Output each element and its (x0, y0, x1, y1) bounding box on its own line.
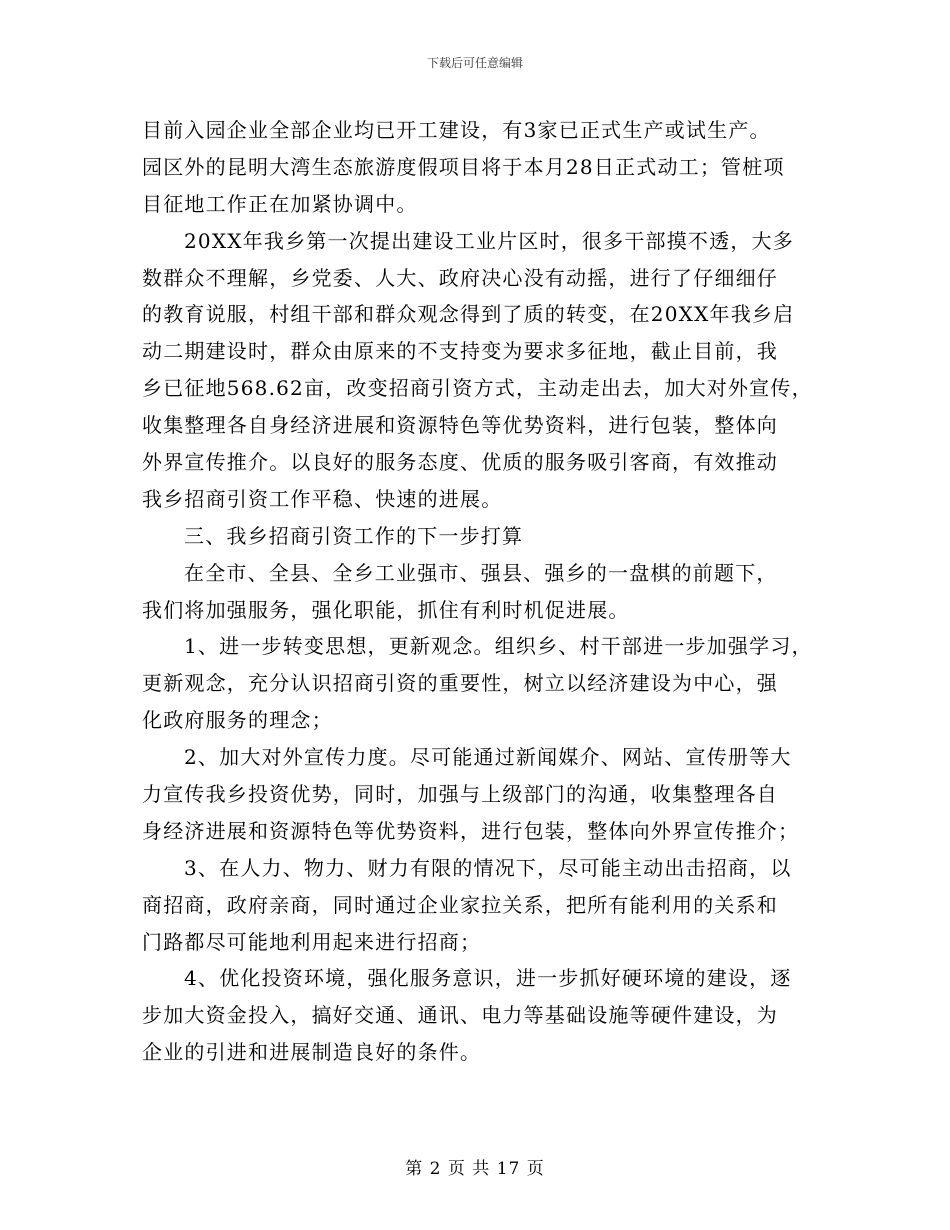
text-line: 的教育说服，村组干部和群众观念得到了质的转变，在20XX年我乡启 (142, 302, 795, 327)
text-line: 收集整理各自身经济进展和资源特色等优势资料，进行包装，整体向 (142, 413, 778, 438)
text-line: 4、优化投资环境，强化服务意识，进一步抓好硬环境的建设，逐 (184, 966, 792, 991)
text-line: 商招商，政府亲商，同时通过企业家拉关系，把所有能利用的关系和 (142, 892, 778, 917)
text-line: 身经济进展和资源特色等优势资料，进行包装，整体向外界宣传推介； (142, 818, 800, 843)
text-line: 在全市、全县、全乡工业强市、强县、强乡的一盘棋的前题下， (184, 560, 778, 585)
text-line: 园区外的昆明大湾生态旅游度假项目将于本月28日正式动工；管桩项 (142, 154, 785, 179)
text-line: 企业的引进和进展制造良好的条件。 (142, 1040, 482, 1065)
text-line: 目前入园企业全部企业均已开工建设，有3家已正式生产或试生产。 (142, 118, 771, 142)
text-line: 2、加大对外宣传力度。尽可能通过新闻媒介、网站、宣传册等大 (184, 745, 792, 770)
text-line: 我们将加强服务，强化职能，抓住有利时机促进展。 (142, 597, 630, 622)
text-line: 1、进一步转变思想，更新观念。组织乡、村干部进一步加强学习， (184, 634, 813, 659)
text-line: 外界宣传推介。以良好的服务态度、优质的服务吸引客商，有效推动 (142, 450, 778, 475)
header-note: 下载后可任意编辑 (426, 56, 523, 70)
text-line: 更新观念，充分认识招商引资的重要性，树立以经济建设为中心，强 (142, 671, 778, 696)
page-number: 第 2 页 共 17 页 (405, 1159, 545, 1179)
text-line: 20XX年我乡第一次提出建设工业片区时，很多干部摸不透，大多 (184, 228, 794, 253)
text-line: 我乡招商引资工作平稳、快速的进展。 (142, 486, 503, 511)
text-line: 3、在人力、物力、财力有限的情况下，尽可能主动出击招商，以 (184, 855, 792, 880)
text-line: 动二期建设时，群众由原来的不支持变为要求多征地，截止目前，我 (142, 339, 778, 364)
section-heading: 三、我乡招商引资工作的下一步打算 (184, 523, 524, 548)
document-body (142, 112, 822, 1071)
text-line: 门路都尽可能地利用起来进行招商； (142, 929, 482, 954)
text-line: 乡已征地568.62亩，改变招商引资方式，主动走出去，加大对外宣传， (142, 376, 813, 401)
text-line: 步加大资金投入，搞好交通、通讯、电力等基础设施等硬件建设，为 (142, 1003, 778, 1028)
text-line: 化政府服务的理念； (142, 708, 333, 733)
text-line: 力宣传我乡投资优势，同时，加强与上级部门的沟通，收集整理各自 (142, 782, 778, 807)
text-line: 数群众不理解，乡党委、人大、政府决心没有动摇，进行了仔细细仔 (142, 265, 778, 290)
text-line: 目征地工作正在加紧协调中。 (142, 191, 418, 216)
